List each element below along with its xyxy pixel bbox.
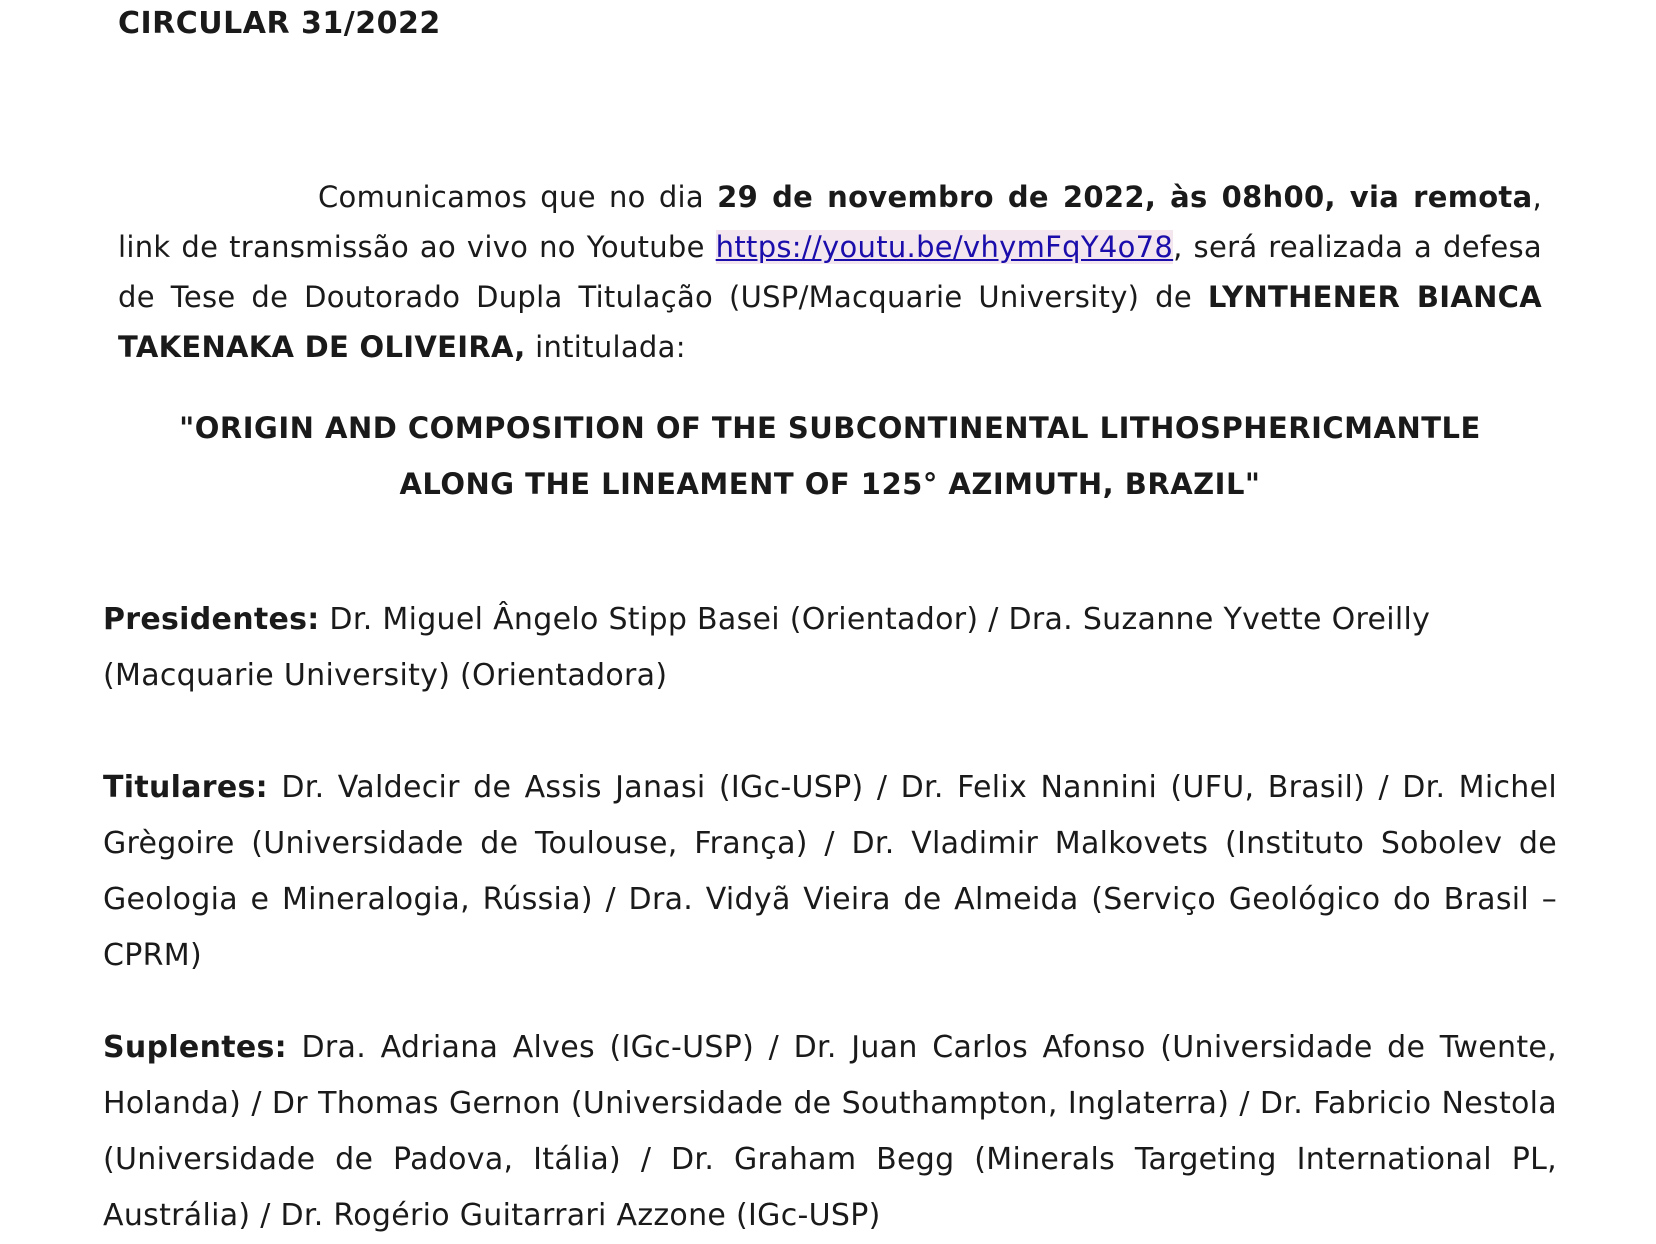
presidentes-section <box>103 592 1473 704</box>
circular-number: CIRCULAR 31/2022 <box>118 6 441 41</box>
thesis-title-line-2: ALONG THE LINEAMENT OF 125° AZIMUTH, BRAZIL" <box>399 467 1261 501</box>
youtube-link[interactable]: https://youtu.be/vhymFqY4o78 <box>715 230 1174 264</box>
date-time-info: 29 de novembro de 2022, às 08h00, via remota <box>717 180 1533 214</box>
suplentes-label: Suplentes: <box>103 1030 287 1065</box>
intro-paragraph <box>118 172 1542 372</box>
intro-text-2: , link de transmissão ao vivo no Youtube <box>118 180 1542 264</box>
presidentes-text: Dr. Miguel Ângelo Stipp Basei (Orientador) / Dra. Suzanne Yvette Oreilly (Macquarie University) (Orientadora) <box>103 602 1431 693</box>
titulares-label: Titulares: <box>103 770 268 805</box>
presidentes-label: Presidentes: <box>103 602 320 637</box>
suplentes-text: Dra. Adriana Alves (IGc-USP) / Dr. Juan Carlos Afonso (Universidade de Twente, Holanda) / Dr Thomas Gernon (Universidade de Southampton, Inglaterra) / Dr. Fabricio Nestola (Universidade de Padova, Itália) / Dr. Graham Begg (Minerals Targeting International PL, Austrália) / Dr. Rogério Guitarrari Azzone (IGc-USP) <box>103 1030 1557 1233</box>
thesis-title-line-1: "ORIGIN AND COMPOSITION OF THE SUBCONTINENTAL LITHOSPHERICMANTLE <box>179 411 1481 445</box>
intro-text-4: intitulada: <box>525 330 686 364</box>
suplentes-section <box>103 1020 1557 1244</box>
thesis-title <box>118 400 1542 512</box>
candidate-name: LYNTHENER BIANCA TAKENAKA DE OLIVEIRA, <box>118 280 1542 364</box>
intro-text-1: Comunicamos que no dia <box>318 180 718 214</box>
titulares-text: Dr. Valdecir de Assis Janasi (IGc-USP) / Dr. Felix Nannini (UFU, Brasil) / Dr. Michel Grègoire (Universidade de Toulouse, França) / Dr. Vladimir Malkovets (Instituto Sobolev de Geologia e Mineralogia, Rússia) / Dra. Vidyã Vieira de Almeida (Serviço Geológico do Brasil – CPRM) <box>103 770 1557 973</box>
titulares-section <box>103 760 1557 984</box>
intro-text-3: , será realizada a defesa de Tese de Doutorado Dupla Titulação (USP/Macquarie University) de <box>118 230 1542 314</box>
